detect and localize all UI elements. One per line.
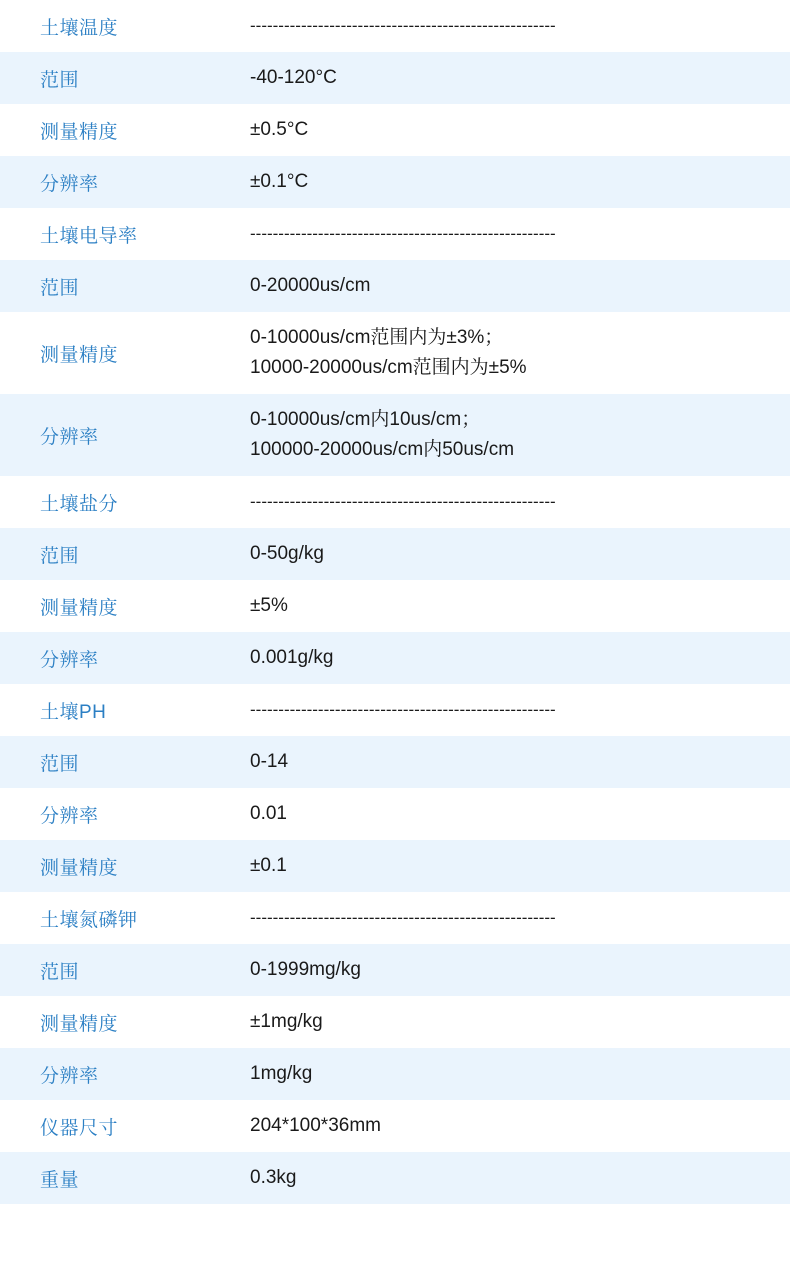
spec-row — [0, 52, 790, 104]
spec-value-line: 0-50g/kg — [250, 543, 324, 564]
spec-value — [250, 788, 790, 840]
spec-row — [0, 156, 790, 208]
dash-separator: ------------------------------------------------------ — [250, 700, 556, 719]
spec-value-line: 0-1999mg/kg — [250, 959, 361, 980]
spec-value-line: 1mg/kg — [250, 1063, 313, 1084]
spec-label: 分辨率 — [40, 1065, 99, 1087]
spec-row — [0, 788, 790, 840]
spec-value — [250, 1048, 790, 1100]
dash-separator: ------------------------------------------------------ — [250, 224, 556, 243]
spec-label: 重量 — [40, 1169, 80, 1191]
spec-label: 土壤氮磷钾 — [40, 909, 138, 931]
spec-value-line: -40-120°C — [250, 67, 337, 88]
spec-label: 土壤温度 — [40, 17, 119, 39]
spec-label: 分辨率 — [40, 805, 99, 827]
spec-value-line: ±0.1 — [250, 855, 287, 876]
spec-value — [250, 528, 790, 580]
spec-label: 分辨率 — [40, 426, 99, 448]
spec-value — [250, 736, 790, 788]
spec-label: 土壤电导率 — [40, 225, 138, 247]
spec-value — [250, 394, 790, 476]
spec-value-line: 0.3kg — [250, 1167, 297, 1188]
spec-value — [250, 632, 790, 684]
spec-value-line: 0.01 — [250, 803, 287, 824]
spec-value-line: ±0.1°C — [250, 171, 309, 192]
spec-row — [0, 996, 790, 1048]
spec-label: 范围 — [40, 277, 80, 299]
spec-value-line: ±1mg/kg — [250, 1011, 323, 1032]
spec-label: 测量精度 — [40, 857, 119, 879]
spec-value-line: 0-20000us/cm — [250, 275, 371, 296]
spec-label: 范围 — [40, 753, 80, 775]
spec-divider — [250, 0, 790, 52]
spec-value — [250, 104, 790, 156]
spec-value-line: 0-10000us/cm范围内为±3%； — [250, 327, 504, 348]
spec-value — [250, 996, 790, 1048]
spec-label: 范围 — [40, 961, 80, 983]
spec-value-line: 0-14 — [250, 751, 289, 772]
spec-row — [0, 394, 790, 476]
spec-value — [250, 52, 790, 104]
spec-row — [0, 312, 790, 394]
spec-value — [250, 260, 790, 312]
spec-value — [250, 580, 790, 632]
spec-value — [250, 1100, 790, 1152]
spec-section-row — [0, 0, 790, 52]
spec-divider — [250, 476, 790, 528]
spec-divider — [250, 208, 790, 260]
spec-value-line: 0-10000us/cm内10us/cm； — [250, 409, 481, 430]
spec-row — [0, 580, 790, 632]
spec-row — [0, 840, 790, 892]
spec-value-line: ±0.5°C — [250, 119, 309, 140]
spec-value-line: ±5% — [250, 595, 288, 616]
spec-value — [250, 840, 790, 892]
spec-value — [250, 944, 790, 996]
spec-row — [0, 104, 790, 156]
spec-row — [0, 1152, 790, 1204]
spec-label: 范围 — [40, 69, 80, 91]
spec-row — [0, 632, 790, 684]
spec-value — [250, 156, 790, 208]
spec-section-row — [0, 684, 790, 736]
spec-label: 测量精度 — [40, 1013, 119, 1035]
spec-value-line: 100000-20000us/cm内50us/cm — [250, 439, 515, 460]
spec-value-line: 0.001g/kg — [250, 647, 334, 668]
spec-value — [250, 1152, 790, 1204]
spec-row — [0, 1100, 790, 1152]
spec-divider — [250, 892, 790, 944]
spec-label: 土壤PH — [40, 701, 107, 723]
spec-label: 测量精度 — [40, 121, 119, 143]
dash-separator: ------------------------------------------------------ — [250, 16, 556, 35]
spec-label: 分辨率 — [40, 173, 99, 195]
spec-label: 测量精度 — [40, 344, 119, 366]
spec-row — [0, 736, 790, 788]
spec-label: 仪器尺寸 — [40, 1117, 119, 1139]
spec-row — [0, 1048, 790, 1100]
dash-separator: ------------------------------------------------------ — [250, 908, 556, 927]
spec-row — [0, 260, 790, 312]
spec-value — [250, 312, 790, 394]
spec-section-row — [0, 892, 790, 944]
spec-row — [0, 528, 790, 580]
spec-row — [0, 944, 790, 996]
spec-label: 测量精度 — [40, 597, 119, 619]
dash-separator: ------------------------------------------------------ — [250, 492, 556, 511]
spec-label: 范围 — [40, 545, 80, 567]
spec-label: 分辨率 — [40, 649, 99, 671]
spec-label: 土壤盐分 — [40, 493, 119, 515]
spec-value-line: 10000-20000us/cm范围内为±5% — [250, 357, 527, 378]
spec-value-line: 204*100*36mm — [250, 1115, 381, 1136]
spec-section-row — [0, 208, 790, 260]
spec-divider — [250, 684, 790, 736]
spec-section-row — [0, 476, 790, 528]
